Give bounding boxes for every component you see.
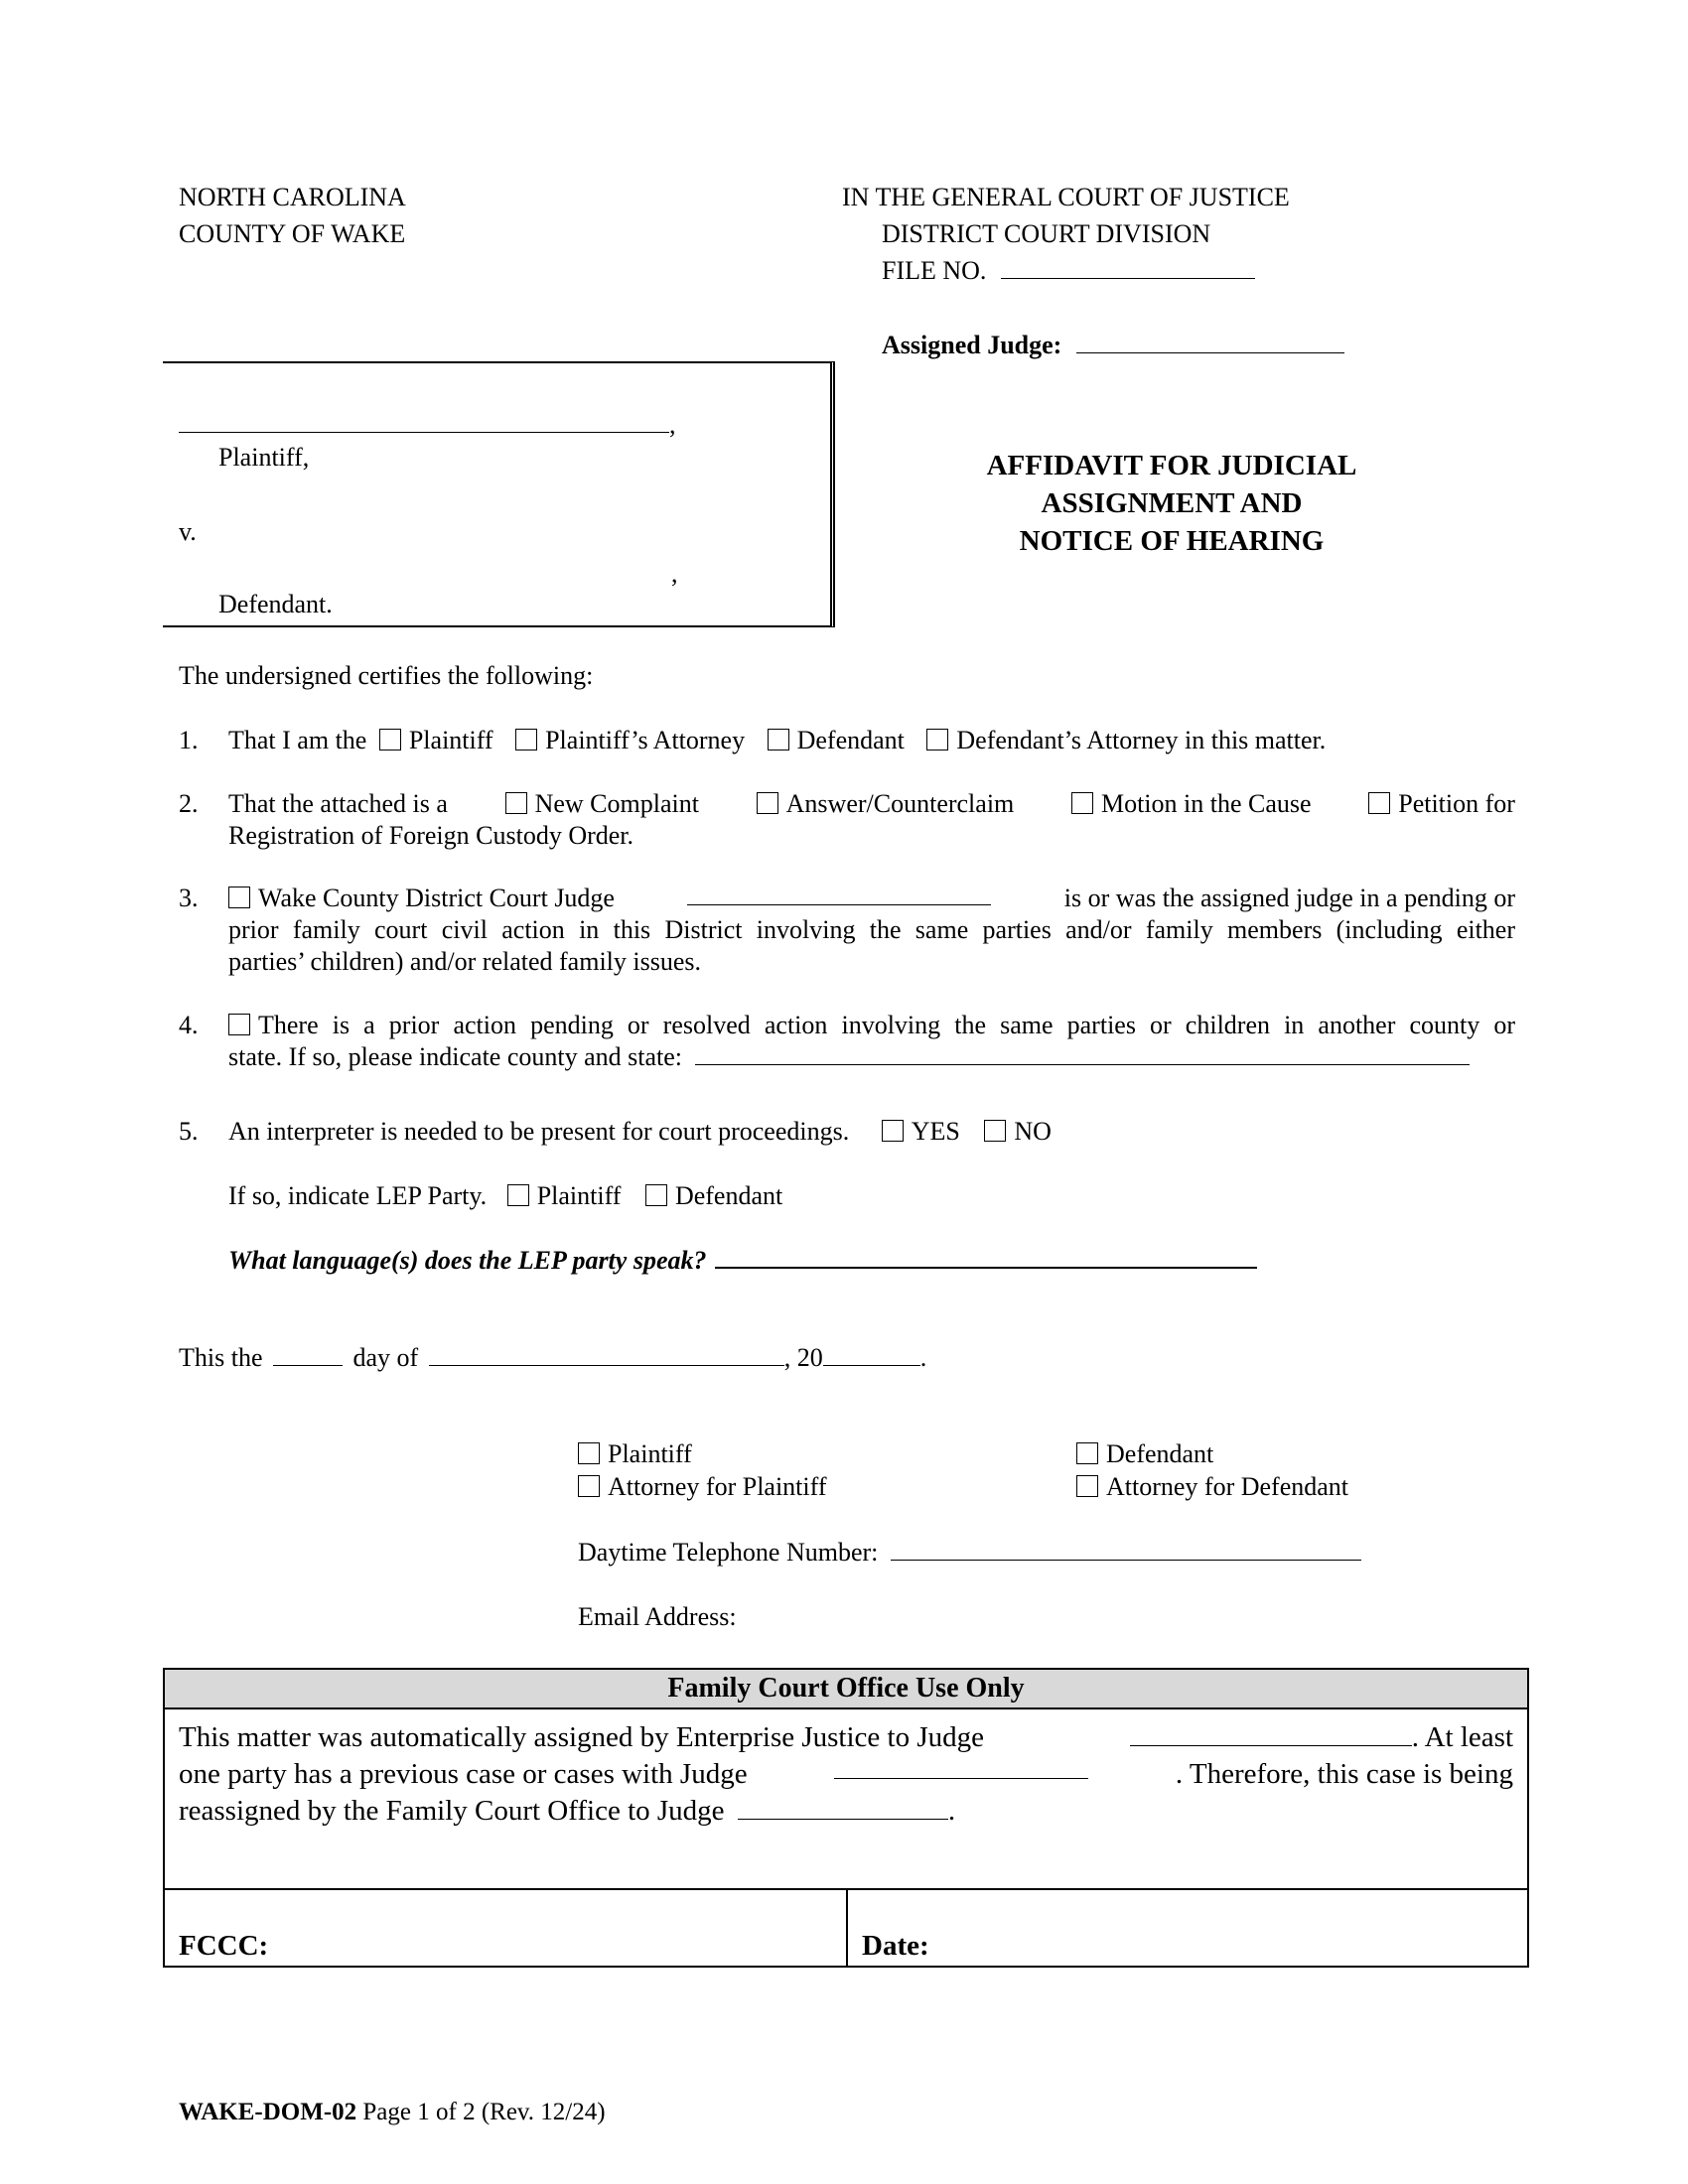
item-1-plaintiff-checkbox[interactable] (379, 729, 401, 751)
court-label: IN THE GENERAL COURT OF JUSTICE (842, 183, 1290, 211)
previous-case-judge-field[interactable] (834, 1756, 1088, 1779)
item-3-line-2: prior family court civil action in this District involving the same parties and/or family members (including either (228, 915, 1515, 944)
office-use-signature-row (165, 1888, 1527, 1966)
item-3-line-1: Wake County District Court Judge is or was the assigned judge in a pending or (228, 883, 1515, 913)
signer-attorney-defendant-option: Attorney for Defendant (1076, 1471, 1348, 1502)
signature-divider (846, 1890, 848, 1966)
office-use-heading: Family Court Office Use Only (165, 1670, 1527, 1709)
assigned-judge-field[interactable] (1076, 331, 1344, 353)
item-3-line-3: parties’ children) and/or related family issues. (228, 947, 702, 976)
phone-field[interactable] (891, 1538, 1361, 1561)
day-field[interactable] (273, 1343, 343, 1366)
form-id: WAKE-DOM-02 (179, 2099, 357, 2125)
item-2-motion-checkbox[interactable] (1071, 792, 1093, 814)
intro-text: The undersigned certifies the following: (179, 661, 594, 690)
item-3-checkbox[interactable] (228, 887, 250, 908)
office-use-text: This matter was automatically assigned by Enterprise Justice to Judge . At least one party has a previous case or cases with Judge . Therefore, this case is being reassigned by the Family Court Office to Judge . (179, 1721, 1513, 1827)
defendant-label: Defendant. (218, 590, 333, 618)
signer-attorney-plaintiff-option: Attorney for Plaintiff (578, 1471, 826, 1502)
item-5-number: 5. (179, 1117, 199, 1146)
defendant-comma: , (671, 559, 678, 588)
signer-plaintiff-option: Plaintiff (578, 1438, 692, 1469)
assigned-judge-row (882, 330, 1344, 360)
date-line: This the day of , 20 . (179, 1343, 927, 1372)
assigned-judge-label: Assigned Judge: (882, 331, 1062, 359)
item-2-petition-checkbox[interactable] (1368, 792, 1390, 814)
interpreter-yes-checkbox[interactable] (882, 1120, 904, 1142)
file-no-label: FILE NO. (882, 256, 987, 285)
item-2-answer-checkbox[interactable] (757, 792, 778, 814)
item-4-county-state-field[interactable] (695, 1042, 1470, 1065)
item-1: That I am the Plaintiff Plaintiff’s Attorney Defendant Defendant’s Attorney in this matter. (228, 726, 1327, 754)
item-4-checkbox[interactable] (228, 1014, 250, 1035)
case-caption-box (163, 361, 835, 627)
interpreter-no-checkbox[interactable] (984, 1120, 1006, 1142)
language-row: What language(s) does the LEP party speak? (228, 1245, 1257, 1276)
plaintiff-label: Plaintiff, (218, 443, 310, 472)
item-4-number: 4. (179, 1011, 199, 1039)
signer-attorney-plaintiff-checkbox[interactable] (578, 1475, 600, 1497)
state-label: NORTH CAROLINA (179, 183, 406, 211)
date-label: Date: (862, 1930, 929, 1962)
item-4-line-2: state. If so, please indicate county and state: (228, 1041, 1470, 1072)
reassigned-judge-field[interactable] (738, 1797, 948, 1820)
signer-defendant-checkbox[interactable] (1076, 1442, 1098, 1464)
fccc-label: FCCC: (179, 1930, 269, 1962)
item-1-plaintiff-attorney-checkbox[interactable] (515, 729, 537, 751)
file-no-field[interactable] (1001, 256, 1255, 279)
item-3-number: 3. (179, 884, 199, 912)
signer-plaintiff-checkbox[interactable] (578, 1442, 600, 1464)
signer-defendant-option: Defendant (1076, 1438, 1213, 1469)
lep-plaintiff-checkbox[interactable] (507, 1184, 529, 1206)
footer (179, 2098, 606, 2127)
item-1-defendant-checkbox[interactable] (768, 729, 789, 751)
auto-assigned-judge-field[interactable] (1130, 1723, 1412, 1746)
item-3-judge-field[interactable] (687, 883, 991, 905)
phone-row: Daytime Telephone Number: (578, 1537, 1361, 1568)
division-label: DISTRICT COURT DIVISION (882, 219, 1211, 248)
item-5-line-1: An interpreter is needed to be present for court proceedings. YES NO (228, 1117, 1052, 1146)
page-info: Page 1 of 2 (Rev. 12/24) (362, 2099, 606, 2125)
plaintiff-name-field[interactable] (179, 410, 669, 433)
year-field[interactable] (823, 1343, 920, 1366)
month-field[interactable] (429, 1343, 784, 1366)
item-4-line-1: There is a prior action pending or resolved action involving the same parties or children in another county or (228, 1010, 1515, 1040)
plaintiff-name-row: , (179, 409, 676, 440)
versus-label: v. (179, 517, 197, 546)
county-label: COUNTY OF WAKE (179, 219, 406, 248)
document-title: AFFIDAVIT FOR JUDICIAL ASSIGNMENT AND NOTICE OF HEARING (986, 450, 1357, 557)
file-no-row (882, 255, 1255, 286)
language-field[interactable] (715, 1245, 1257, 1269)
office-use-box (163, 1668, 1529, 1968)
item-1-number: 1. (179, 726, 199, 754)
item-1-defendant-attorney-checkbox[interactable] (926, 729, 948, 751)
email-row: Email Address: (578, 1602, 737, 1631)
item-2-line-1: That the attached is a New Complaint Answer/Counterclaim Motion in the Cause Petition for (228, 789, 1515, 818)
item-2-new-complaint-checkbox[interactable] (505, 792, 527, 814)
signer-attorney-defendant-checkbox[interactable] (1076, 1475, 1098, 1497)
item-2-line-2: Registration of Foreign Custody Order. (228, 821, 634, 850)
item-2-number: 2. (179, 789, 199, 818)
lep-defendant-checkbox[interactable] (645, 1184, 667, 1206)
lep-party-row: If so, indicate LEP Party. Plaintiff Defendant (228, 1181, 783, 1210)
